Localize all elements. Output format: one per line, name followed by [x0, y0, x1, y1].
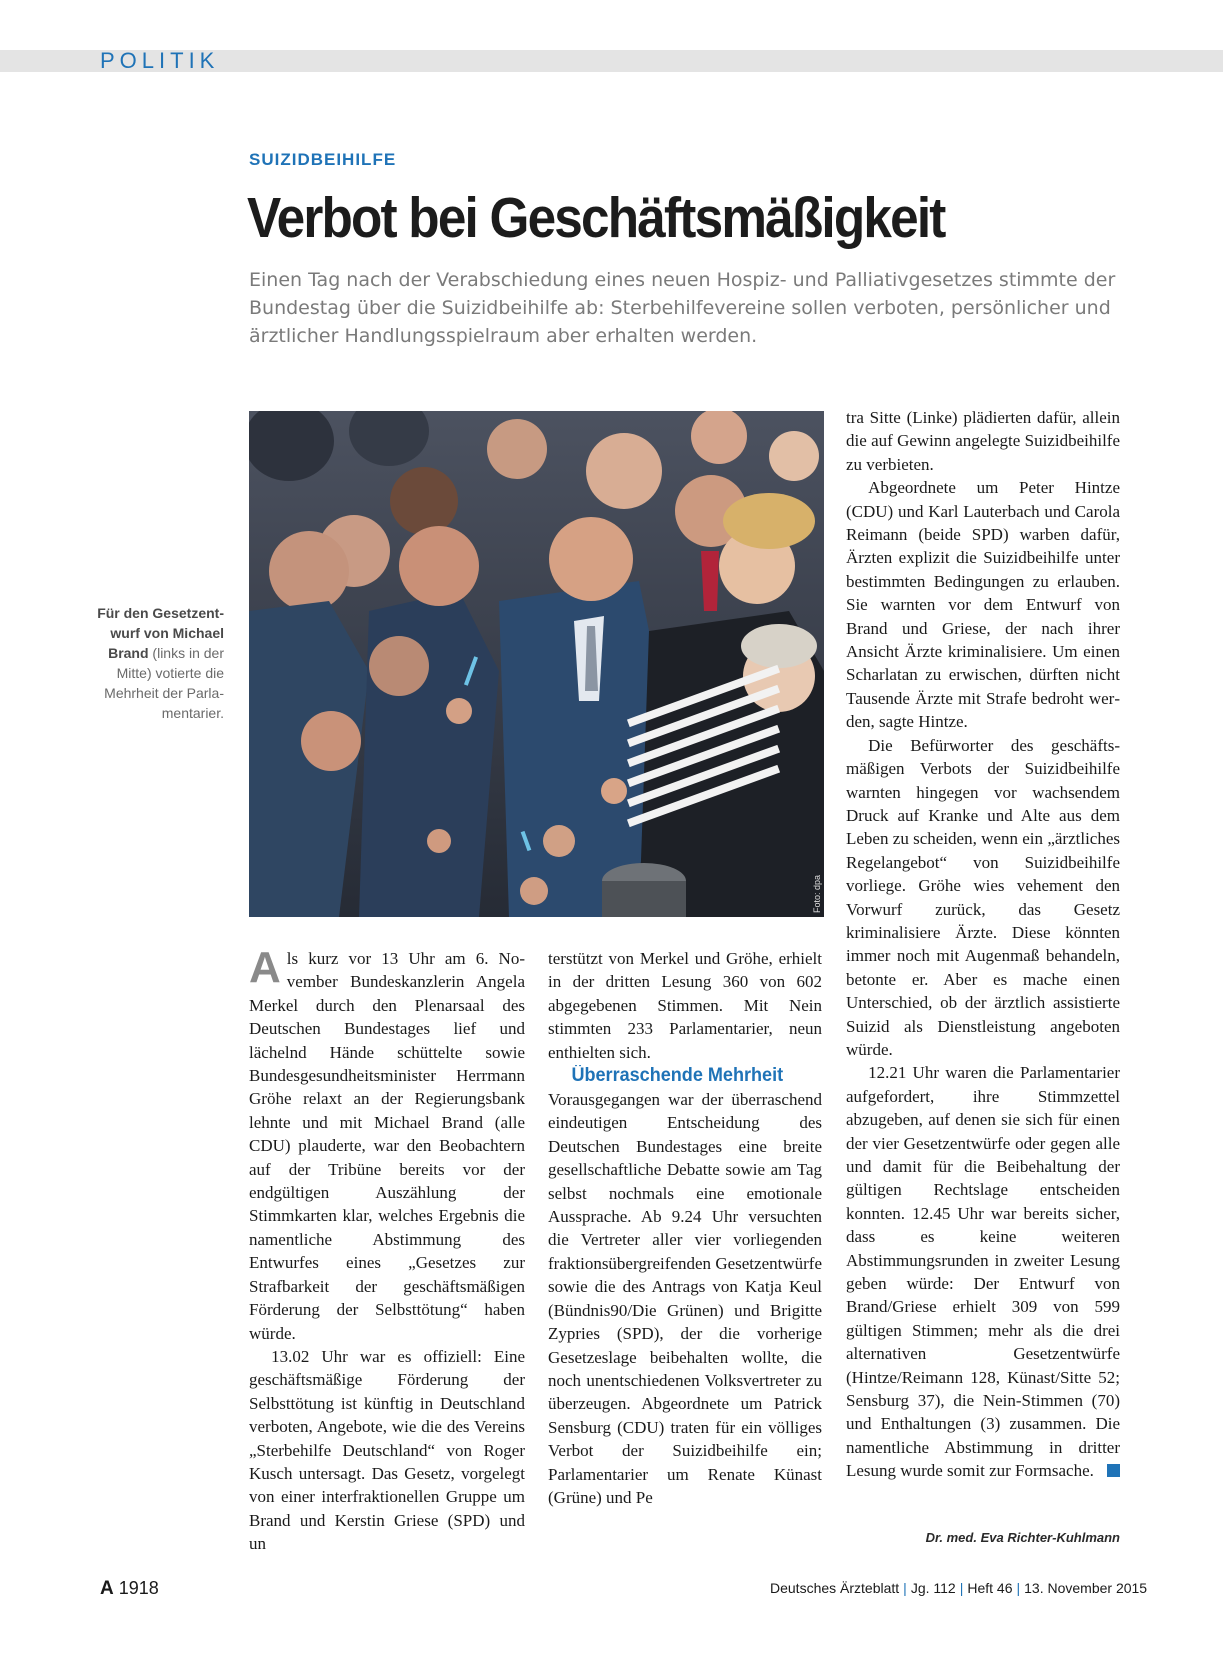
caption-rest: (links in der Mitte) votierte die Mehrheit der Parlamentarier.: [104, 645, 224, 721]
article-column-3: [846, 406, 1120, 1483]
article-column-2: [548, 947, 822, 1509]
end-mark-icon: [1107, 1464, 1120, 1477]
paragraph-text: ls kurz vor 13 Uhr am 6. November Bundeskanzlerin Angela Merkel durch den Plenarsaal des Deutschen Bundestages lief und lächelnd Hände schüttelte sowie Bundesgesundheitsminister Herrmann Gröhe relaxt an der Regierungsbank lehnte und mit Michael Brand (alle CDU) plauderte, war den Beobachtern auf der Tribüne bereits vor der endgültigen Auszählung der Stimmkarten klar, welches Ergebnis die namentliche Abstimmung des Entwurfes eines „Gesetzes zur Strafbarkeit der geschäftsmäßigen Förderung der Selbsttötung“ haben würde.: [249, 949, 525, 1343]
footer-publication-info: [770, 1580, 1148, 1596]
separator: |: [959, 1580, 964, 1596]
article-author: Dr. med. Eva Richter-Kuhlmann: [925, 1530, 1120, 1545]
page-number: [100, 1578, 159, 1600]
paragraph: tra Sitte (Linke) plädierten dafür, allein die auf Gewinn angelegte Suizidbeihilfe zu verbieten.: [846, 408, 1120, 474]
drop-cap: A: [249, 943, 281, 992]
journal-name: Deutsches Ärzteblatt: [770, 1580, 900, 1596]
journal-volume: Jg. 112: [910, 1580, 956, 1596]
article-column-1: [249, 943, 525, 1556]
page-number-value: 1918: [118, 1578, 159, 1598]
paragraph: Die Befürworter des geschäftsmäßigen Verbots der Suizidbeihilfe warnten hingegen vor wachsendem Druck auf Kranke und Alte aus dem Leben zu scheiden, wenn ein „ärztliches Regelangebot“ von Suizidbeihilfe vorliege. Gröhe wies vehement den Vorwurf zurück, das Gesetz kriminalisiere Ärzte. Diese könnten immer noch mit Augenmaß behandeln, betonte er. Aber es mache einen Unterschied, ob der ärztlich assistierte Suizid als Dienstleistung angeboten würde.: [846, 735, 1120, 1059]
paragraph-text: 12.21 Uhr waren die Parlamentarier aufgefordert, ihre Stimmzettel abzugeben, auf denen sie sich für einen der vier Gesetzentwürfe oder gegen alle und damit für die Beibehaltung der gültigen Rechtslage entscheiden konnten. 12.45 Uhr war bereits sicher, dass es keine weiteren Abstimmungsrunden in zweiter Lesung geben würde: Der Entwurf von Brand/Griese erhielt 309 von 599 gültigen Stimmen; mehr als die drei alternativen Gesetzentwürfe (Hintze/Reimann 128, Künast/Sitte 52; Sensburg 37), die Nein-Stimmen (70) und Enthaltungen (3) zusammen. Die namentliche Abstimmung in dritter Lesung wurde somit zur Formsache.: [846, 1063, 1120, 1481]
journal-issue: Heft 46: [967, 1580, 1013, 1596]
paragraph: terstützt von Merkel und Gröhe, erhielt in der dritten Lesung 360 von 602 abgegebenen Stimmen. Mit Nein stimmten 233 Parlamentarier, neun enthielten sich.: [548, 949, 822, 1062]
article-photo: [249, 411, 824, 917]
paragraph: 13.02 Uhr war es offiziell: Eine geschäftsmäßige Förderung der Selbsttötung ist künftig in Deutschland verboten, Angebote, wie die des Vereins „Sterbehilfe Deutschland“ von Roger Kusch untersagt. Das Gesetz, vorgelegt von einer interfraktionellen Gruppe um Brand und Kerstin Griese (SPD) und un: [249, 1346, 525, 1554]
photo-credit: Foto: dpa: [812, 874, 822, 913]
page-prefix: A: [100, 1578, 114, 1599]
separator: |: [1016, 1580, 1021, 1596]
parliament-vote-photo: [249, 411, 824, 917]
photo-caption: [80, 603, 224, 723]
subheading: Überraschende Mehrheit: [571, 1065, 784, 1087]
separator: |: [903, 1580, 907, 1596]
caption-bold-part: Für den Gesetzentwurf von Michael Brand: [97, 605, 224, 661]
section-label: POLITIK: [100, 48, 220, 73]
paragraph: [846, 1061, 1120, 1482]
paragraph: Abgeordnete um Peter Hintze (CDU) und Karl Lauterbach und Carola Reimann (beide SPD) warben dafür, Ärzten explizit die Suizidbeihilfe unter bestimmten Bedingungen zu erlauben. Sie warnten vor dem Entwurf von Brand und Griese, der nach ihrer Ansicht Ärzte kriminalisiere. Um einen Scharlatan zu erwischen, dürften nicht Tausende Ärzte mit Strafe bedroht werden, sagte Hintze.: [846, 478, 1120, 732]
paragraph: [249, 943, 525, 1345]
journal-date: 13. November 2015: [1024, 1580, 1148, 1596]
article-kicker: SUIZIDBEIHILFE: [249, 150, 397, 169]
article-lead: Einen Tag nach der Verabschiedung eines neuen Hospiz- und Palliativgesetzes stimmte der Bundestag über die Suizidbeihilfe ab: Sterbehilfevereine sollen verboten, persönlicher und ärztlicher Handlungsspielraum aber erhalten werden.: [249, 269, 1116, 347]
paragraph: Vorausgegangen war der überraschend eindeutigen Entscheidung des Deutschen Bundestages eine breite gesellschaftliche Debatte sowie am Tag selbst nochmals eine emotionale Aussprache. Ab 9.24 Uhr versuchten die Vertreter aller vier vorliegenden fraktionsübergreifenden Gesetzentwürfe sowie die des Antrags von Katja Keul (Bündnis90/Die Grünen) und Brigitte Zypries (SPD), der die vorherige Gesetzeslage beibehalten wollte, die noch unentschiedenen Volksvertreter zu überzeugen. Abgeordnete um Patrick Sensburg (CDU) traten für ein völliges Verbot der Suizidbeihilfe ein; Parlamentarier um Renate Künast (Grüne) und Pe: [548, 1090, 822, 1507]
article-title: Verbot bei Geschäftsmäßigkeit: [247, 186, 945, 250]
